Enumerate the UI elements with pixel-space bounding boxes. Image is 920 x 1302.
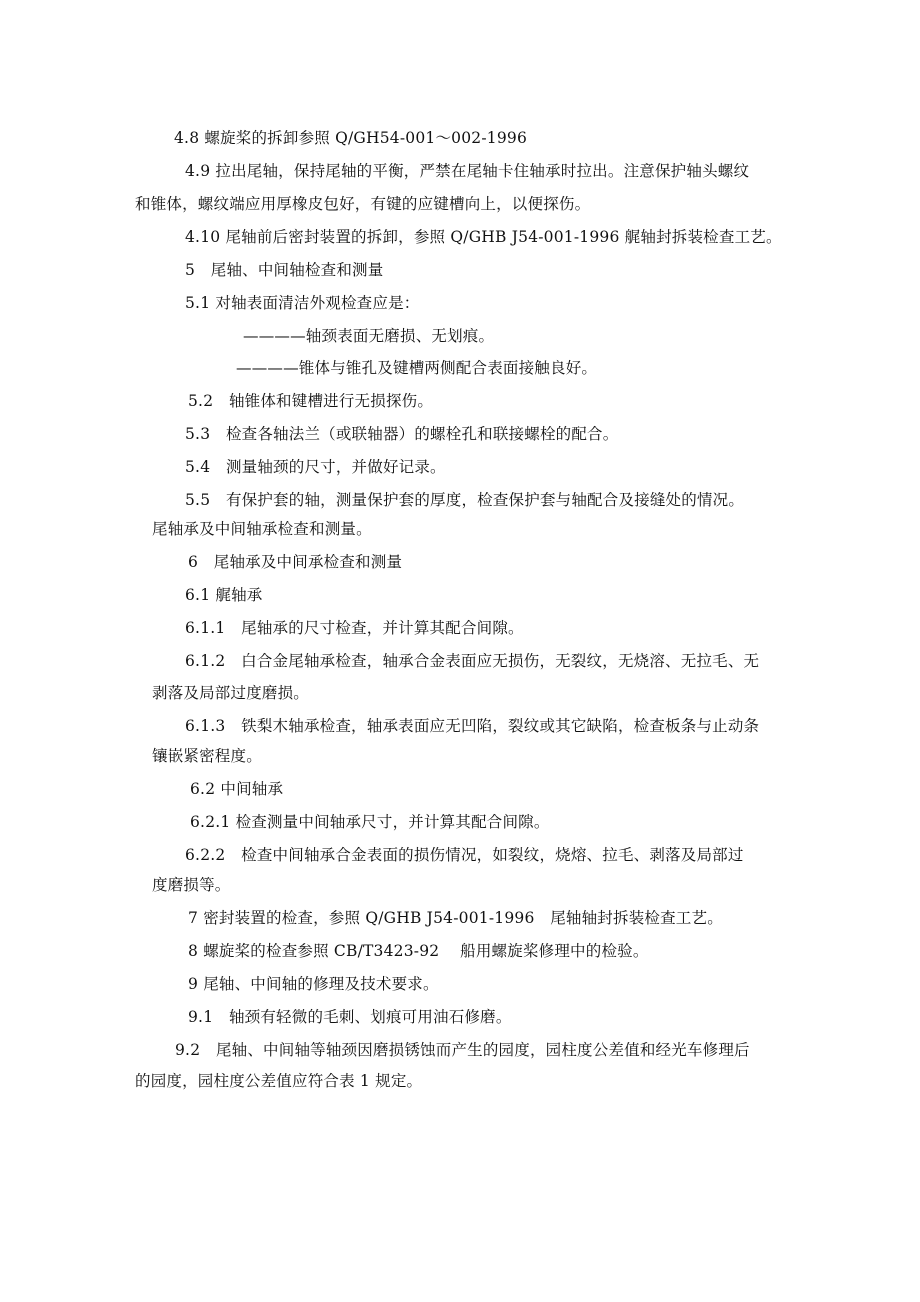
section-heading-5: 5 尾轴、中间轴检查和测量 — [185, 261, 384, 279]
text-line-4-8: 4.8 螺旋桨的拆卸参照 Q/GH54-001～002-1996 — [174, 129, 528, 147]
text-line-6-1-3: 6.1.3 铁梨木轴承检查，轴承表面应无凹陷，裂纹或其它缺陷，检查板条与止动条 — [185, 717, 760, 735]
text-line-6-2-2-cont: 度磨损等。 — [152, 876, 231, 894]
text-line-9-2: 9.2 尾轴、中间轴等轴颈因磨损锈蚀而产生的园度，园柱度公差值和经光车修理后 — [175, 1041, 750, 1059]
text-line-6-2-2: 6.2.2 检查中间轴承合金表面的损伤情况，如裂纹，烧熔、拉毛、剥落及局部过 — [185, 846, 744, 864]
text-line-5-5-cont: 尾轴承及中间轴承检查和测量。 — [152, 520, 372, 538]
text-line-5-2: 5.2 轴锥体和键槽进行无损探伤。 — [188, 392, 434, 410]
text-line-4-9-cont: 和锥体，螺纹端应用厚橡皮包好，有键的应键槽向上，以便探伤。 — [135, 195, 591, 213]
text-line-7: 7 密封装置的检查，参照 Q/GHB J54-001-1996 尾轴轴封拆装检查工艺。 — [188, 909, 723, 927]
text-line-5-4: 5.4 测量轴颈的尺寸，并做好记录。 — [185, 458, 446, 476]
text-line-6-1-2: 6.1.2 白合金尾轴承检查，轴承合金表面应无损伤，无裂纹，无烧溶、无拉毛、无 — [185, 652, 760, 670]
text-line-5-1-item-1: ————轴颈表面无磨损、无划痕。 — [243, 327, 495, 345]
text-line-6-1-2-cont: 剥落及局部过度磨损。 — [152, 684, 310, 702]
text-line-9-1: 9.1 轴颈有轻微的毛刺、划痕可用油石修磨。 — [188, 1008, 512, 1026]
text-line-6-1-1: 6.1.1 尾轴承的尺寸检查，并计算其配合间隙。 — [185, 619, 524, 637]
text-line-5-1: 5.1 对轴表面清洁外观检查应是： — [185, 294, 420, 312]
text-line-6-1: 6.1 艉轴承 — [185, 586, 263, 604]
text-line-6-2: 6.2 中间轴承 — [190, 780, 284, 798]
text-line-5-5: 5.5 有保护套的轴，测量保护套的厚度，检查保护套与轴配合及接缝处的情况。 — [185, 491, 745, 509]
text-line-9: 9 尾轴、中间轴的修理及技术要求。 — [188, 975, 439, 993]
text-line-9-2-cont: 的园度，园柱度公差值应符合表 1 规定。 — [135, 1072, 423, 1090]
text-line-8: 8 螺旋桨的检查参照 CB/T3423-92 船用螺旋桨修理中的检验。 — [188, 942, 649, 960]
text-line-6-1-3-cont: 镶嵌紧密程度。 — [152, 747, 262, 765]
section-heading-6: 6 尾轴承及中间承检查和测量 — [188, 553, 403, 571]
text-line-6-2-1: 6.2.1 检查测量中间轴承尺寸，并计算其配合间隙。 — [190, 813, 550, 831]
text-line-5-1-item-2: ————锥体与锥孔及键槽两侧配合表面接触良好。 — [236, 359, 598, 377]
text-line-4-9: 4.9 拉出尾轴，保持尾轴的平衡，严禁在尾轴卡住轴承时拉出。注意保护轴头螺纹 — [185, 162, 750, 180]
text-line-5-3: 5.3 检查各轴法兰（或联轴器）的螺栓孔和联接螺栓的配合。 — [185, 425, 619, 443]
text-line-4-10: 4.10 尾轴前后密封装置的拆卸，参照 Q/GHB J54-001-1996 艉轴封拆装检查工艺。 — [185, 228, 782, 246]
